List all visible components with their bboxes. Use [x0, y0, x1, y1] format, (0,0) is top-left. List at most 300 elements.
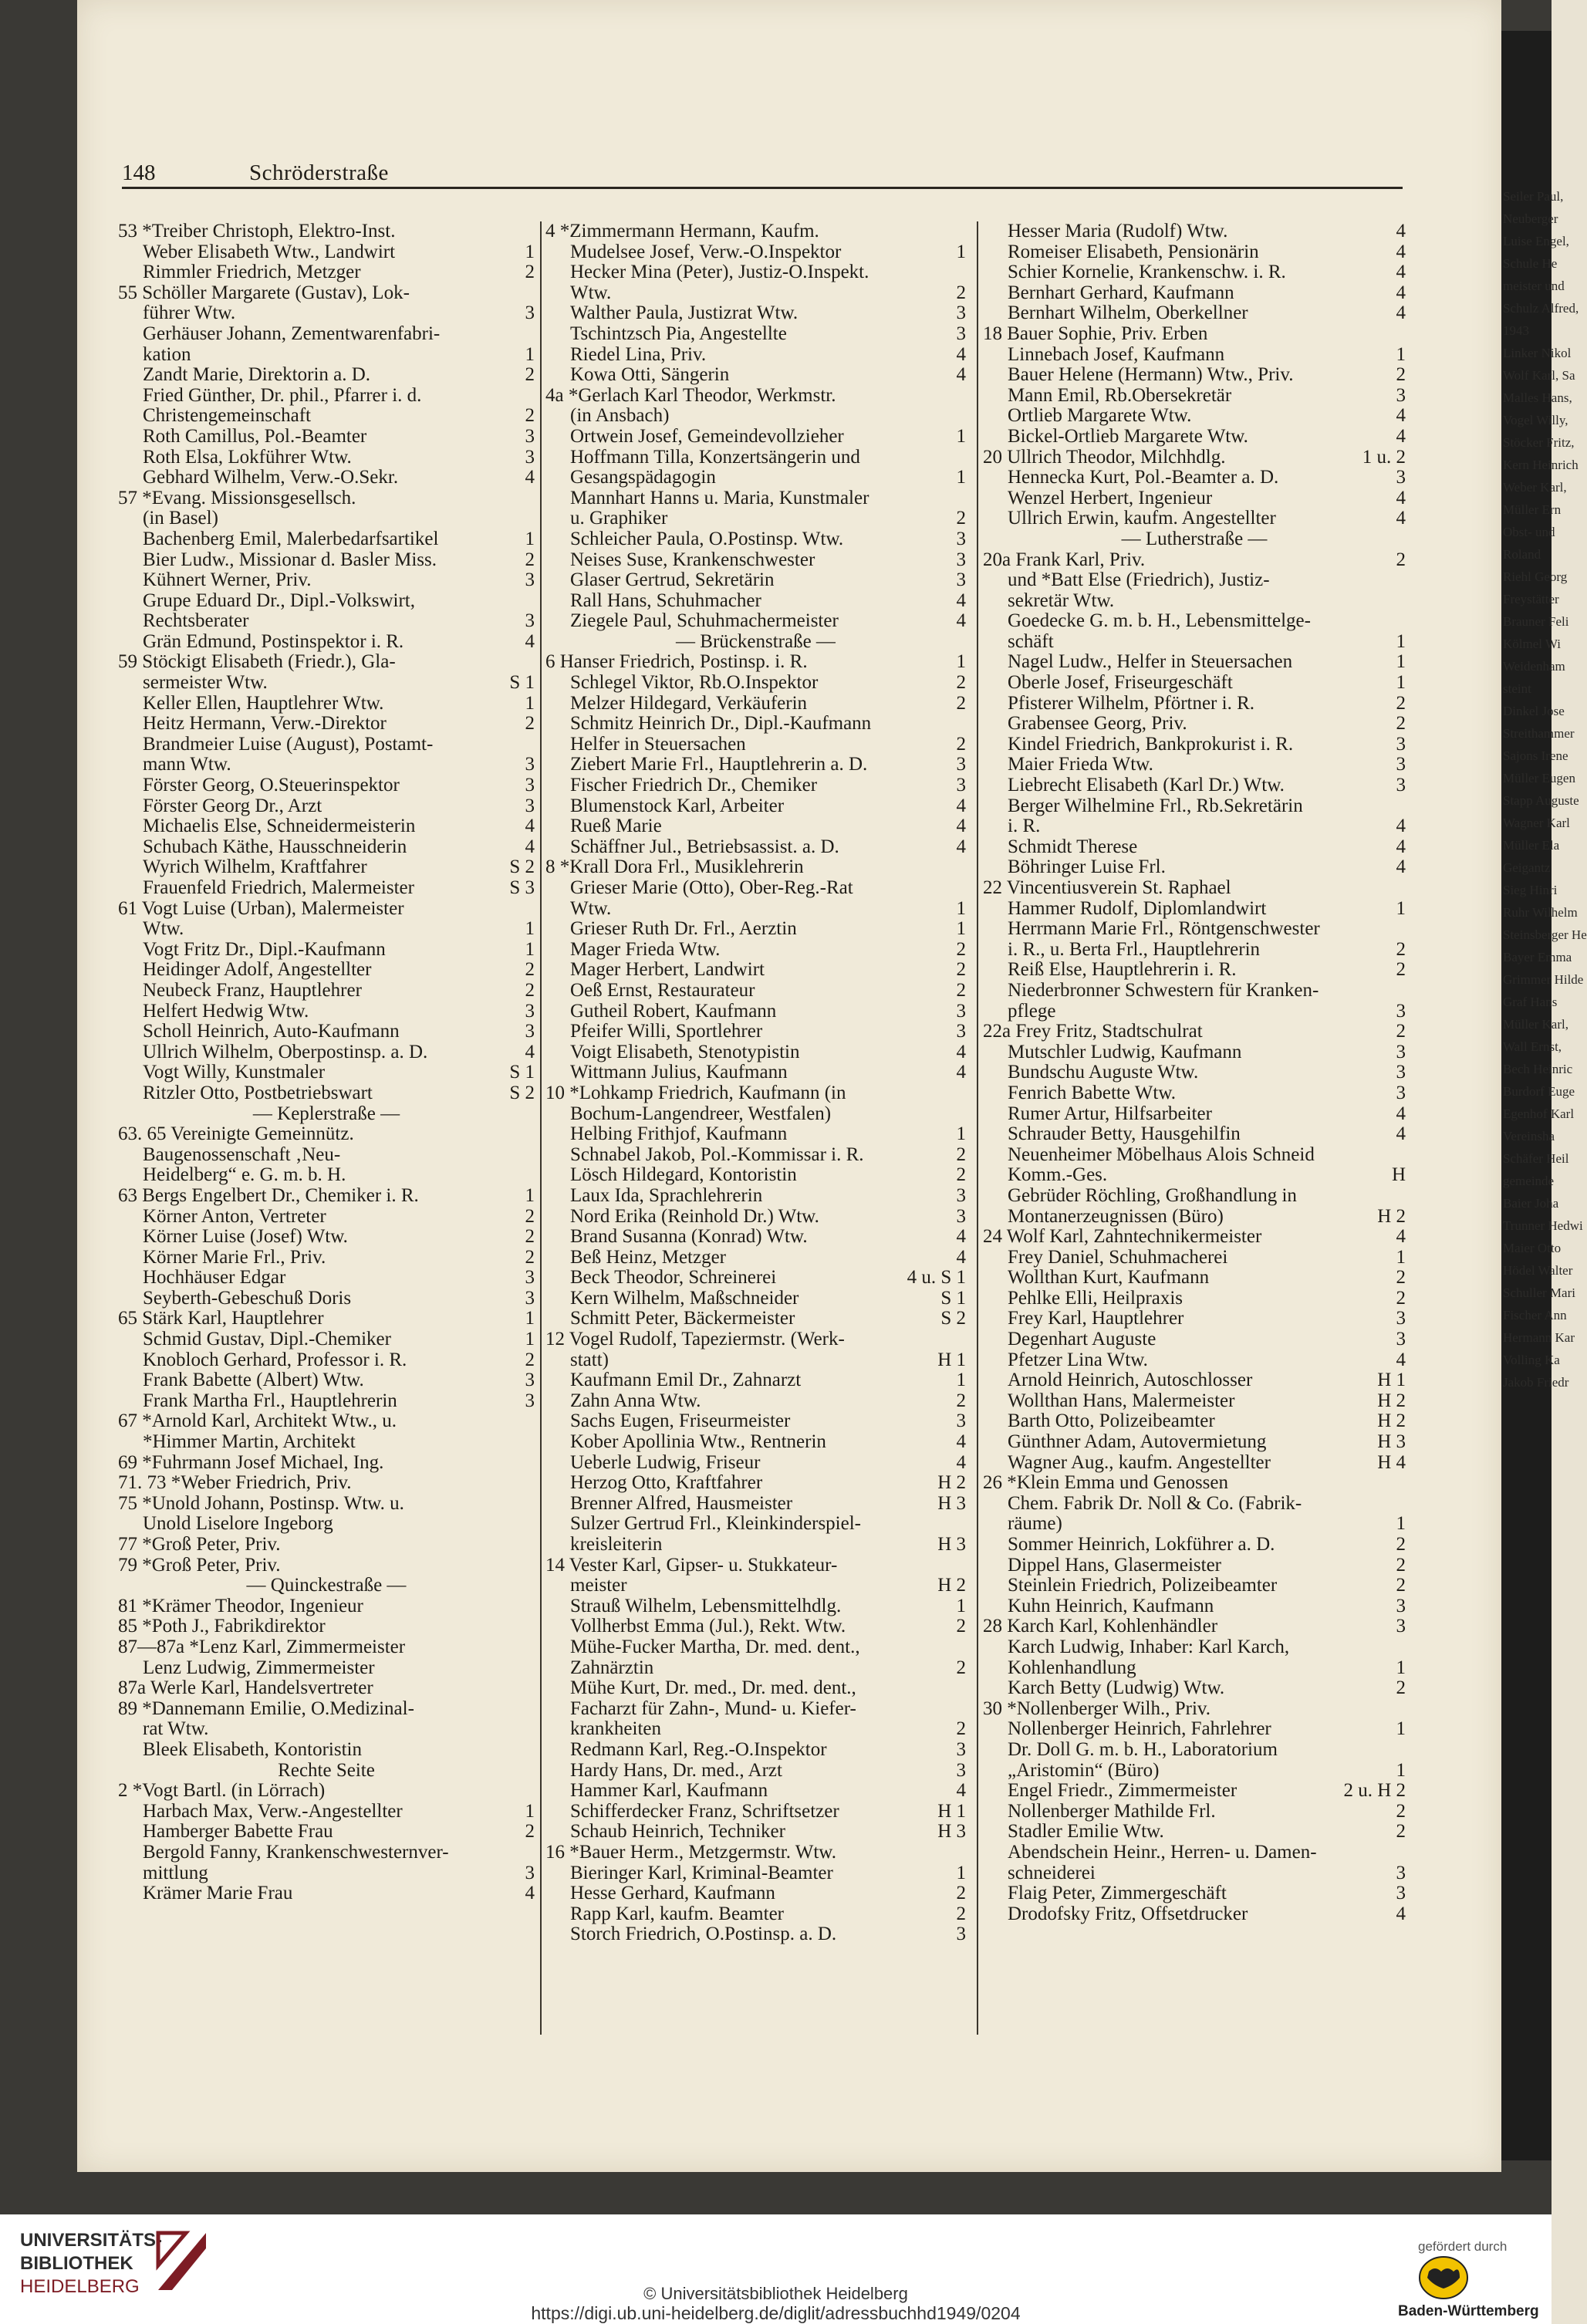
floor-code: 1 [956, 918, 966, 940]
directory-entry [983, 796, 1406, 817]
adjacent-page-fragment: Sieg Hinri [1503, 883, 1558, 897]
entry-text: und *Batt Else (Friedrich), Justiz- [1008, 569, 1270, 591]
directory-entry [545, 468, 966, 488]
floor-code: 3 [1396, 1595, 1406, 1616]
entry-text: Nollenberger Heinrich, Fahrlehrer [1008, 1718, 1271, 1740]
floor-code: 1 [525, 241, 535, 262]
entry-text: Hecker Mina (Peter), Justiz-O.Inspekt. [570, 262, 869, 283]
entry-text: Maier Frieda Wtw. [1008, 754, 1153, 775]
entry-text: 16 *Bauer Herm., Metzgermstr. Wtw. [545, 1841, 836, 1863]
entry-text: Beß Heinz, Metzger [570, 1246, 727, 1268]
directory-entry [545, 1022, 966, 1042]
entry-text: 77 *Groß Peter, Priv. [118, 1534, 281, 1555]
floor-code: 4 [1396, 221, 1406, 242]
floor-code: 3 [1396, 1062, 1406, 1083]
directory-entry [118, 1863, 535, 1884]
directory-entry [983, 1637, 1406, 1658]
floor-code: 1 [525, 343, 535, 365]
entry-text: schäft [1008, 630, 1054, 652]
entry-text: 22 Vincentiusverein St. Raphael [983, 877, 1231, 898]
entry-text: Bauer Helene (Hermann) Wtw., Priv. [1008, 364, 1294, 386]
floor-code: 1 [1396, 1759, 1406, 1781]
floor-code: H 1 [1377, 1370, 1406, 1391]
entry-text: 10 *Lohkamp Friedrich, Kaufmann (in [545, 1082, 846, 1103]
floor-code: 3 [956, 1205, 966, 1227]
directory-entry [983, 1761, 1406, 1782]
adjacent-page-fragment: Roland [1503, 547, 1541, 562]
directory-entry [545, 611, 966, 632]
directory-entry [545, 1145, 966, 1166]
directory-entry [118, 1289, 535, 1309]
directory-entry [545, 1309, 966, 1329]
directory-entry [118, 1268, 535, 1289]
directory-entry [545, 1329, 966, 1350]
entry-text: 30 *Nollenberger Wilh., Priv. [983, 1697, 1211, 1719]
entry-text: kreisleiterin [570, 1534, 663, 1555]
floor-code: 4 [1396, 262, 1406, 283]
funder-label: gefördert durch [1418, 2239, 1508, 2254]
floor-code: H 2 [937, 1575, 966, 1596]
floor-code: 2 [956, 672, 966, 694]
floor-code: 4 [956, 1226, 966, 1248]
entry-text: Wagner Aug., kaufm. Angestellter [1008, 1451, 1271, 1473]
floor-code: 1 [525, 1800, 535, 1822]
entry-text: Schmidt Therese [1008, 836, 1138, 857]
entry-text: Tschintzsch Pia, Angestellte [570, 323, 787, 344]
adjacent-page-fragment: Bech Heinric [1503, 1062, 1573, 1076]
directory-entry [983, 652, 1406, 673]
entry-text: Schäffner Jul., Betriebsassist. a. D. [570, 836, 839, 857]
state-coat-of-arms-icon[interactable] [1418, 2255, 1469, 2301]
directory-entry [118, 735, 535, 755]
entry-text: Gutheil Robert, Kaufmann [570, 1000, 777, 1022]
entry-text: — Lutherstraße — [1121, 528, 1268, 549]
directory-entry [118, 1165, 535, 1186]
entry-text: Kohlenhandlung [1008, 1657, 1136, 1678]
directory-entry [118, 1309, 535, 1329]
floor-code: 1 u. 2 [1362, 446, 1406, 468]
entry-text: Barth Otto, Polizeibeamter [1008, 1410, 1215, 1432]
floor-code: 2 u. H 2 [1343, 1780, 1406, 1802]
floor-code: 2 [1396, 364, 1406, 386]
directory-column-2 [545, 221, 966, 1945]
entry-text: Brand Susanna (Konrad) Wtw. [570, 1226, 808, 1248]
adjacent-page-fragment: Hödel Walter [1503, 1263, 1573, 1278]
directory-entry [118, 1740, 535, 1761]
floor-code: 3 [525, 425, 535, 447]
entry-text: Bleek Elisabeth, Kontoristin [143, 1738, 362, 1760]
entry-text: Grän Edmund, Postinspektor i. R. [143, 630, 404, 652]
entry-text: Hardy Hans, Dr. med., Arzt [570, 1759, 782, 1781]
floor-code: 1 [1396, 897, 1406, 919]
directory-entry [545, 550, 966, 571]
entry-text: 81 *Krämer Theodor, Ingenieur [118, 1595, 363, 1616]
entry-text: 75 *Unold Johann, Postinsp. Wtw. u. [118, 1492, 404, 1514]
directory-entry [545, 1576, 966, 1596]
floor-code: 4 [956, 1451, 966, 1473]
entry-text: Pehlke Elli, Heilpraxis [1008, 1287, 1183, 1309]
directory-entry [118, 1329, 535, 1350]
floor-code: 1 [1396, 1513, 1406, 1535]
floor-code: 2 [525, 549, 535, 570]
directory-entry [983, 1863, 1406, 1884]
adjacent-page-fragment: Freystätter [1503, 592, 1559, 606]
entry-text: Krämer Marie Frau [143, 1883, 293, 1904]
floor-code: S 1 [940, 1287, 966, 1309]
floor-code: 1 [525, 1329, 535, 1350]
floor-code: 4 [1396, 836, 1406, 857]
floor-code: 3 [525, 610, 535, 632]
running-header [122, 139, 1403, 188]
floor-code: 3 [525, 754, 535, 775]
entry-text: Sommer Heinrich, Lokführer a. D. [1008, 1534, 1275, 1555]
entry-text: Degenhart Auguste [1008, 1329, 1156, 1350]
entry-text: Hammer Rudolf, Diplomlandwirt [1008, 897, 1267, 919]
entry-text: 79 *Groß Peter, Priv. [118, 1554, 281, 1576]
entry-text: Fischer Friedrich Dr., Chemiker [570, 775, 818, 796]
floor-code: 2 [1396, 692, 1406, 714]
directory-entry [983, 1535, 1406, 1556]
entry-text: Mannhart Hanns u. Maria, Kunstmaler [570, 487, 869, 508]
floor-code: S 2 [509, 856, 535, 878]
entry-text: Rumer Artur, Hilfsarbeiter [1008, 1103, 1212, 1124]
directory-entry [545, 1616, 966, 1637]
adjacent-page-fragment: Baier Joha [1503, 1196, 1559, 1211]
entry-text: Storch Friedrich, O.Postinsp. a. D. [570, 1924, 837, 1945]
entry-text: 87—87a *Lenz Karl, Zimmermeister [118, 1636, 406, 1657]
directory-entry [118, 1535, 535, 1556]
floor-code: 4 u. S 1 [907, 1267, 966, 1289]
floor-code: 1 [956, 1595, 966, 1616]
entry-text: Komm.-Ges. [1008, 1164, 1108, 1186]
directory-entry [545, 755, 966, 775]
entry-text: Kindel Friedrich, Bankprokurist i. R. [1008, 733, 1294, 755]
adjacent-page-fragment: Obst- und [1503, 525, 1555, 539]
directory-entry [118, 570, 535, 591]
entry-text: Laux Ida, Sprachlehrerin [570, 1184, 763, 1206]
floor-code: 4 [1396, 816, 1406, 837]
entry-text: Vogt Fritz Dr., Dipl.-Kaufmann [143, 938, 386, 960]
entry-text: i. R., u. Berta Frl., Hauptlehrerin [1008, 938, 1261, 960]
entry-text: Mann Emil, Rb.Obersekretär [1008, 384, 1232, 406]
entry-text: „Aristomin“ (Büro) [1008, 1759, 1160, 1781]
directory-entry [545, 878, 966, 899]
entry-text: krankheiten [570, 1718, 662, 1740]
directory-entry [545, 345, 966, 366]
directory-entry [118, 632, 535, 653]
directory-entry [118, 1062, 535, 1083]
floor-code: 3 [956, 1021, 966, 1042]
entry-text: Roth Camillus, Pol.-Beamter [143, 425, 367, 447]
entry-text: Ortwein Josef, Gemeindevollzieher [570, 425, 844, 447]
entry-text: 6 Hanser Friedrich, Postinsp. i. R. [545, 651, 808, 673]
directory-entry [545, 796, 966, 817]
directory-entry [118, 1556, 535, 1576]
directory-entry [118, 857, 535, 878]
directory-entry [545, 1186, 966, 1207]
entry-text: *Himmer Martin, Architekt [143, 1431, 356, 1453]
floor-code: 1 [1396, 630, 1406, 652]
entry-text: Facharzt für Zahn-, Mund- u. Kiefer- [570, 1697, 856, 1719]
floor-code: 4 [525, 630, 535, 652]
entry-text: Bochum-Langendreer, Westfalen) [570, 1103, 832, 1124]
floor-code: 3 [956, 1738, 966, 1760]
directory-entry [983, 981, 1406, 1002]
directory-entry [545, 508, 966, 529]
floor-code: 2 [525, 262, 535, 283]
entry-text: — Keplerstraße — [252, 1103, 400, 1124]
directory-entry [545, 1802, 966, 1822]
entry-text: 2 *Vogt Bartl. (in Lörrach) [118, 1780, 326, 1802]
entry-text: 53 *Treiber Christoph, Elektro-Inst. [118, 221, 396, 242]
directory-entry [118, 1391, 535, 1412]
floor-code: 2 [956, 1883, 966, 1904]
entry-text: 85 *Poth J., Fabrikdirektor [118, 1616, 326, 1637]
directory-entry [545, 1494, 966, 1515]
floor-code: H 3 [1377, 1431, 1406, 1453]
library-name-line1: UNIVERSITÄTS- [20, 2230, 163, 2251]
entry-text: Drodofsky Fritz, Offsetdrucker [1008, 1903, 1248, 1924]
entry-text: Schubach Käthe, Hausschneiderin [143, 836, 407, 857]
directory-entry [545, 427, 966, 448]
floor-code: 2 [525, 1246, 535, 1268]
entry-text: Wtw. [570, 282, 612, 303]
entry-text: Kowa Otti, Sängerin [570, 364, 730, 386]
directory-entry [983, 1616, 1406, 1637]
entry-text: Gerhäuser Johann, Zementwarenfabri- [143, 323, 441, 344]
entry-text: Pfetzer Lina Wtw. [1008, 1349, 1148, 1370]
adjacent-page-fragment: Schulz Alfred, [1503, 301, 1579, 316]
adjacent-page-fragment: Graf Hans [1503, 995, 1558, 1009]
directory-entry [545, 448, 966, 468]
floor-code: 2 [525, 1821, 535, 1843]
entry-text: Ritzler Otto, Postbetriebswart [143, 1082, 373, 1103]
floor-code: 3 [956, 754, 966, 775]
directory-entry [545, 1165, 966, 1186]
floor-code: H 2 [1377, 1205, 1406, 1227]
floor-code: 2 [956, 959, 966, 981]
directory-entry [983, 550, 1406, 571]
section-heading [118, 1576, 535, 1596]
directory-entry [118, 652, 535, 673]
floor-code: 3 [1396, 1000, 1406, 1022]
directory-entry [118, 755, 535, 775]
entry-text: Schmitz Heinrich Dr., Dipl.-Kaufmann [570, 713, 872, 735]
floor-code: 4 [1396, 856, 1406, 878]
directory-entry [118, 221, 535, 242]
directory-entry [545, 714, 966, 735]
floor-code: 3 [1396, 1616, 1406, 1637]
floor-code: 2 [956, 1718, 966, 1740]
directory-entry [118, 345, 535, 366]
floor-code: 2 [525, 364, 535, 386]
directory-entry [545, 1207, 966, 1228]
floor-code: 1 [525, 692, 535, 714]
floor-code: 2 [1396, 713, 1406, 735]
entry-text: Pfeifer Willi, Sportlehrer [570, 1021, 763, 1042]
directory-entry [545, 816, 966, 837]
directory-entry [983, 611, 1406, 632]
directory-entry [545, 1761, 966, 1782]
entry-text: Zahn Anna Wtw. [570, 1390, 701, 1411]
floor-code: 1 [1396, 1657, 1406, 1678]
floor-code: 4 [525, 836, 535, 857]
directory-entry [983, 1822, 1406, 1843]
directory-entry [983, 1843, 1406, 1863]
directory-entry [545, 1637, 966, 1658]
entry-text: Weber Elisabeth Wtw., Landwirt [143, 241, 396, 262]
entry-text: Unold Liselore Ingeborg [143, 1513, 333, 1535]
entry-text: Neubeck Franz, Hauptlehrer [143, 979, 362, 1001]
directory-entry [118, 427, 535, 448]
directory-entry [983, 1432, 1406, 1453]
adjacent-page-fragment: Trunner Hedwi [1503, 1218, 1583, 1233]
entry-text: Bernhart Gerhard, Kaufmann [1008, 282, 1234, 303]
floor-code: 3 [1396, 1883, 1406, 1904]
entry-text: Hochhäuser Edgar [143, 1267, 286, 1289]
directory-entry [983, 283, 1406, 304]
entry-text: Förster Georg Dr., Arzt [143, 795, 322, 816]
entry-text: Steinlein Friedrich, Polizeibeamter [1008, 1575, 1278, 1596]
floor-code: S 2 [940, 1308, 966, 1329]
directory-entry [118, 1432, 535, 1453]
section-heading [545, 632, 966, 653]
floor-code: 3 [1396, 384, 1406, 406]
entry-text: Seyberth-Gebeschuß Doris [143, 1287, 352, 1309]
floor-code: 3 [1396, 1308, 1406, 1329]
entry-text: Grieser Ruth Dr. Frl., Aerztin [570, 918, 797, 940]
directory-entry [983, 1514, 1406, 1535]
entry-text: Reiß Else, Hauptlehrerin i. R. [1008, 959, 1237, 981]
entry-text: 24 Wolf Karl, Zahntechnikermeister [983, 1226, 1262, 1248]
directory-entry [983, 816, 1406, 837]
directory-entry [118, 1822, 535, 1843]
entry-text: 69 *Fuhrmann Josef Michael, Ing. [118, 1451, 384, 1473]
directory-entry [545, 1883, 966, 1904]
floor-code: 3 [1396, 1329, 1406, 1350]
floor-code: 2 [956, 1390, 966, 1411]
floor-code: 3 [1396, 775, 1406, 796]
directory-entry [983, 878, 1406, 899]
directory-entry [545, 960, 966, 981]
floor-code: 3 [1396, 733, 1406, 755]
floor-code: 3 [1396, 467, 1406, 488]
entry-text: Neises Suse, Krankenschwester [570, 549, 815, 570]
adjacent-page-fragment: Streithammer [1503, 726, 1575, 741]
adjacent-page-fragment: Vereinsha [1503, 1129, 1555, 1143]
directory-entry [118, 981, 535, 1002]
adjacent-page-fragment: Vogel Willy, [1503, 413, 1568, 427]
adjacent-page-fragment: Grimmer Hilde [1503, 972, 1584, 987]
directory-entry [118, 1883, 535, 1904]
entry-text: 4a *Gerlach Karl Theodor, Werkmstr. [545, 384, 836, 406]
floor-code: 2 [525, 1226, 535, 1248]
adjacent-page-fragment: Steinsberger He [1503, 927, 1587, 942]
floor-code: 2 [1396, 959, 1406, 981]
directory-entry [983, 1227, 1406, 1248]
entry-text: mittlung [143, 1862, 208, 1883]
directory-entry [545, 1042, 966, 1063]
entry-text: Vollherbst Emma (Jul.), Rekt. Wtw. [570, 1616, 846, 1637]
directory-entry [118, 283, 535, 304]
directory-entry [545, 221, 966, 242]
directory-entry [545, 673, 966, 694]
directory-entry [545, 837, 966, 858]
directory-entry [118, 550, 535, 571]
section-heading [118, 1761, 535, 1782]
floor-code: 4 [956, 1431, 966, 1453]
entry-text: Frauenfeld Friedrich, Malermeister [143, 877, 414, 898]
adjacent-page-fragment: Egenhof Karl [1503, 1106, 1575, 1121]
directory-entry [545, 406, 966, 427]
section-heading [983, 529, 1406, 550]
floor-code: 1 [956, 651, 966, 673]
directory-entry [118, 262, 535, 283]
directory-entry [983, 1781, 1406, 1802]
adjacent-page-fragment: Schuller Mari [1503, 1285, 1575, 1300]
directory-entry [983, 1699, 1406, 1720]
entry-text: Böhringer Luise Frl. [1008, 856, 1166, 878]
directory-entry [545, 1083, 966, 1104]
entry-text: Oeß Ernst, Restaurateur [570, 979, 755, 1001]
directory-entry [118, 1658, 535, 1679]
entry-text: Wittmann Julius, Kaufmann [570, 1062, 788, 1083]
floor-code: H 3 [937, 1534, 966, 1555]
directory-entry [983, 1494, 1406, 1515]
adjacent-page-fragment: Bayer Emma [1503, 950, 1572, 964]
directory-entry [545, 324, 966, 345]
directory-entry [118, 591, 535, 612]
entry-text: Schier Kornelie, Krankenschw. i. R. [1008, 262, 1286, 283]
adjacent-page-fragment: Burdorf Euge [1503, 1084, 1575, 1099]
entry-text: Walther Paula, Justizrat Wtw. [570, 302, 799, 324]
directory-entry [118, 1227, 535, 1248]
floor-code: 3 [525, 569, 535, 591]
library-name-line3: HEIDELBERG [20, 2276, 140, 2297]
floor-code: 2 [956, 733, 966, 755]
floor-code: 1 [525, 1308, 535, 1329]
entry-text: Engel Friedr., Zimmermeister [1008, 1780, 1238, 1802]
directory-entry [545, 1062, 966, 1083]
floor-code: 3 [956, 549, 966, 570]
floor-code: 2 [956, 1164, 966, 1186]
entry-text: Mühe-Fucker Martha, Dr. med. dent., [570, 1636, 860, 1657]
floor-code: 3 [525, 1287, 535, 1309]
floor-code: 2 [956, 1616, 966, 1637]
floor-code: 1 [1396, 672, 1406, 694]
entry-text: Dippel Hans, Glasermeister [1008, 1554, 1222, 1576]
header-rule [122, 187, 1403, 189]
floor-code: 4 [1396, 1103, 1406, 1124]
entry-text: Lösch Hildegard, Kontoristin [570, 1164, 797, 1186]
permalink[interactable]: https://digi.ub.uni-heidelberg.de/diglit/adressbuchhd1949/0204 [531, 2303, 1021, 2323]
floor-code: 1 [1396, 1718, 1406, 1740]
floor-code: 4 [956, 589, 966, 611]
entry-text: meister [570, 1575, 627, 1596]
floor-code: 3 [525, 1000, 535, 1022]
adjacent-page-fragment: Kern Heinrich [1503, 458, 1579, 472]
directory-entry [983, 1186, 1406, 1207]
directory-entry [983, 242, 1406, 263]
directory-entry [983, 448, 1406, 468]
directory-entry [545, 591, 966, 612]
directory-entry [545, 365, 966, 386]
directory-entry [983, 221, 1406, 242]
entry-text: 61 Vogt Luise (Urban), Malermeister [118, 897, 404, 919]
directory-entry [118, 1473, 535, 1494]
entry-text: 20 Ullrich Theodor, Milchhdlg. [983, 446, 1226, 468]
entry-text: Oberle Josef, Friseurgeschäft [1008, 672, 1233, 694]
